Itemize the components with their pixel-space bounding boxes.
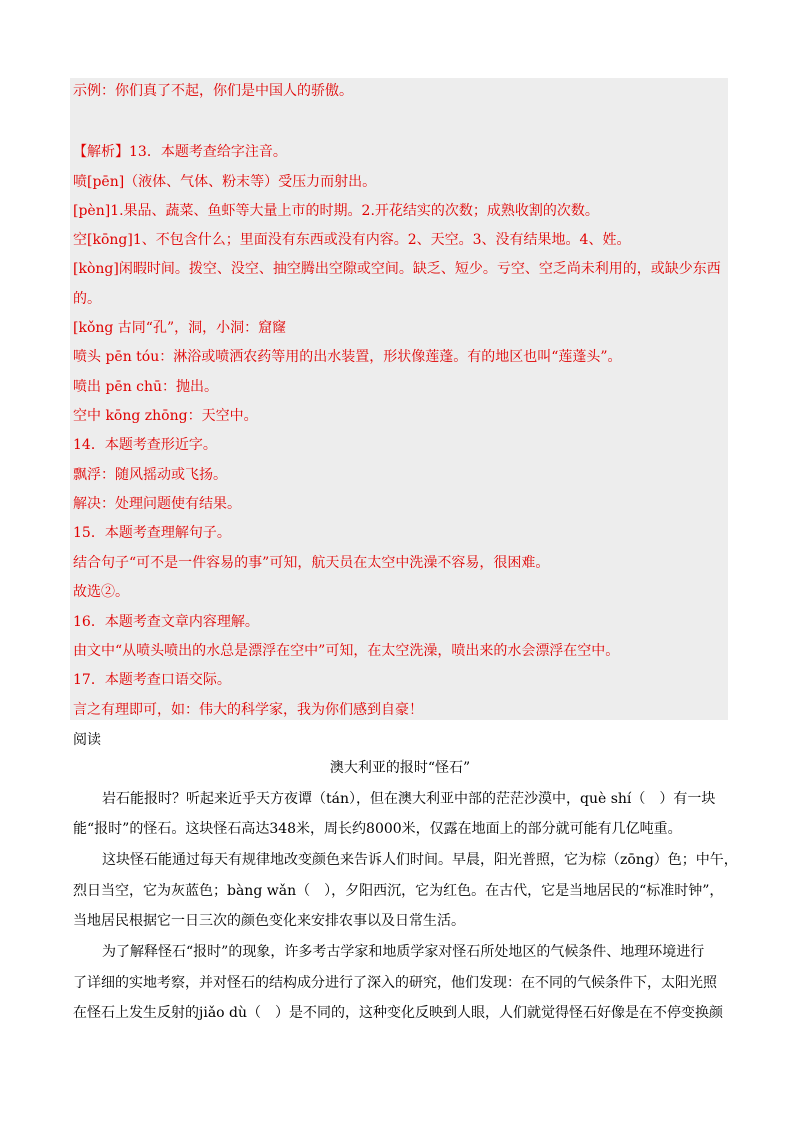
answer-line: 15．本题考查理解句子。	[73, 525, 231, 541]
answer-line: [kǒng 古同“孔”，洞，小洞：窟窿	[73, 320, 287, 336]
passage-title: 澳大利亚的报时“怪石”	[329, 760, 471, 776]
passage-line: 烈日当空，它为灰蓝色；bàng wǎn（ ），夕阳西沉，它为红色。在古代，它是当地居民的“标准时钟”，	[73, 883, 724, 899]
answer-line: 14．本题考查形近字。	[73, 437, 217, 453]
answer-line: 言之有理即可，如：伟大的科学家，我为你们感到自豪！	[73, 702, 423, 718]
answer-line: 喷出 pēn chū：抛出。	[73, 379, 219, 395]
answer-line: 结合句子“可不是一件容易的事”可知，航天员在太空中洗澡不容易，很困难。	[73, 555, 550, 571]
answer-line: [kòng]闲暇时间。拨空、没空、抽空腾出空隙或空间。缺乏、短少。亏空、空乏尚未利用的，或缺少东西	[73, 261, 721, 277]
answer-line: 空中 kōng zhōng：天空中。	[73, 408, 258, 424]
answer-line: 17．本题考查口语交际。	[73, 672, 231, 688]
answer-line: 喷头 pēn tóu：淋浴或喷洒农药等用的出水装置，形状像莲蓬。有的地区也叫“莲蓬头”。	[73, 349, 622, 365]
answer-line: 解决：处理问题使有结果。	[73, 496, 241, 512]
passage-line: 能“报时”的怪石。这块怪石高达348米，周长约8000米，仅露在地面上的部分就可能有几亿吨重。	[73, 821, 682, 837]
answer-line: 喷[pēn]（液体、气体、粉末等）受压力而射出。	[73, 174, 377, 190]
answer-line: 故选②。	[73, 584, 129, 600]
answer-line: 16．本题考查文章内容理解。	[73, 614, 259, 630]
answer-line: 空[kōng]1、不包含什么；里面没有东西或没有内容。2、天空。3、没有结果地。4、姓。	[73, 232, 631, 248]
answer-line: 的。	[73, 291, 101, 307]
passage-line: 当地居民根据它一日三次的颜色变化来安排农事以及日常生活。	[73, 913, 465, 929]
answer-line: 由文中“从喷头喷出的水总是漂浮在空中”可知，在太空洗澡，喷出来的水会漂浮在空中。	[73, 643, 620, 659]
passage-line: 在怪石上发生反射的jiǎo dù（ ）是不同的，这种变化反映到人眼，人们就觉得怪石好像是在不停变换颜	[73, 1005, 724, 1021]
section-heading: 阅读	[73, 732, 101, 748]
passage-line: 为了解释怪石“报时”的现象，许多考古学家和地质学家对怪石所处地区的气候条件、地理环境进行	[102, 944, 705, 960]
answer-line: 【解析】13．本题考查给字注音。	[73, 144, 287, 160]
passage-line: 这块怪石能通过每天有规律地改变颜色来告诉人们时间。早晨，阳光普照，它为棕（zōng）色；中午，	[102, 852, 738, 868]
passage-line: 了详细的实地考察，并对怪石的结构成分进行了深入的研究，他们发现：在不同的气候条件下，太阳光照	[73, 975, 717, 991]
passage-line: 岩石能报时？听起来近乎天方夜谭（tán），但在澳大利亚中部的茫茫沙漠中，què shí（ ）有一块	[102, 791, 716, 807]
answer-line: 飘浮：随风摇动或飞扬。	[73, 467, 227, 483]
answer-line: [pèn]1.果品、蔬菜、鱼虾等大量上市的时期。2.开花结实的次数；成熟收割的次数。	[73, 203, 599, 219]
answer-line: 示例：你们真了不起，你们是中国人的骄傲。	[73, 83, 353, 99]
